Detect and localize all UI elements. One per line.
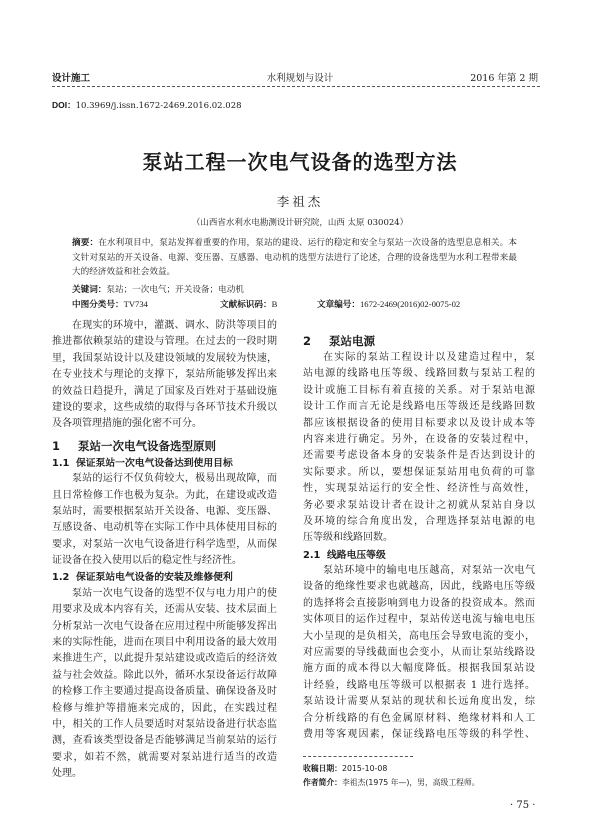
heading-text: 线路电压等级 [327,549,386,561]
clc-label: 中图分类号： [72,300,124,310]
paragraph-line: 在实际的泵站工程设计以及建造过程中，泵 [323,352,535,363]
author-name: 李祖杰 [276,194,324,209]
bio-label: 作者简介： [303,778,342,787]
paragraph-line: 及环境的综合角度出发，合理选择泵站电源的电 [303,515,535,527]
paragraph-line: 施方面的成本得以大幅度降低。根据我国泵站设 [303,663,535,675]
paragraph-line: 且日常检修工作也极为复杂。为此，在建设或改造 [52,489,277,501]
subsection-heading [52,569,277,585]
keywords [72,283,244,295]
paragraph-line: 检修与维护等措施来完成的，因此，在实践过程 [52,702,277,714]
paragraph-line: 泵站时，需要根据泵站开关设备、电源、变压器、 [52,505,277,517]
doc-code-value: B [271,299,278,309]
abstract-label: 摘要： [72,238,99,248]
header-divider [52,86,540,87]
paragraph-line: 里，我国泵站设计以及建设领域的发展较为快速， [52,352,277,364]
subsection-heading [52,455,277,471]
paragraph-line: 大小呈现的是负相关，高电压会导致电流的变小， [303,630,535,642]
paragraph-line: 站电源的线路电压等级、线路回数与泵站工程的 [303,368,535,380]
abstract [72,236,517,280]
paragraph-line: 来推进生产，以此提升泵站建设或改造后的经济效 [52,653,277,665]
paragraph-line: 对应需要的导线截面也会变小，从而让泵站线路设 [303,647,535,659]
paragraph-line: 用要求及成本内容有关，还需从安装、技术层面上 [52,604,277,616]
paragraph-line: 设计工作而言无论是线路电压等级还是线路回数 [303,401,535,413]
paragraph-line: 分析泵站一次电气设备在应用过程中所能够发挥出 [52,620,277,632]
article-number-label: 文章编号： [317,300,360,310]
paragraph-line: 内容来进行确定。另外，在设备的安装过程中， [303,433,535,445]
doi [52,99,242,111]
paragraph-line: 压等级和线路回数。 [303,532,393,544]
paragraph-line: 泵站环境中的输电电压越高，对泵站一次电气 [323,565,535,577]
page-number: · 75 · [510,800,536,811]
body-column-right [303,328,535,743]
paragraph-line: 及各项管理措施的强化密不可分。 [52,418,202,430]
paragraph-line: 泵站一次电气设备的选型不仅与电力用户的使 [72,587,277,599]
paragraph-line: 推进都依赖泵站的建设与管理。在过去的一段时期 [52,336,277,348]
author-affiliation: （山西省水利水电勘测设计研究院，山西 太原 030024） [191,218,409,228]
heading-text: 泵站电源 [329,334,375,348]
keywords-value: 泵站；一次电气；开关设备；电动机 [106,285,244,295]
paragraph-line: 要求，如若不然，就需要对泵站进行适当的改造 [52,751,277,763]
paragraph-line: 中，相关的工作人员要适时对泵站设备进行状态监 [52,718,277,730]
heading-number: 1.2 [52,572,70,584]
heading-number: 1 [52,438,61,453]
paragraph-line: 实际要求。所以，要想保证泵站用电负荷的可靠 [303,466,535,478]
paragraph-line: 的效益日趋提升，满足了国家及百姓对于基础设施 [52,385,277,397]
paragraph-line: 还需要考虑设备本身的安装条件是否达到设计的 [303,450,535,462]
paragraph-line: 计经验，线路电压等级可以根据表 1 进行选择。 [303,679,535,691]
paragraph-line: 证设备在投入使用以后的稳定性与经济性。 [52,555,242,567]
paragraph-line: 测，查看该类型设备是否能够满足当前泵站的运行 [52,735,277,747]
paragraph-line: 性，实现泵站运行的安全性、经济性与高效性， [303,483,535,495]
clc-value: TV734 [123,299,148,309]
received-date: 2015-10-08 [341,764,388,773]
paragraph-line: 处理。 [52,768,82,780]
running-header-section: 设计施工 [52,73,91,84]
abstract-text: 在水利项目中，泵站发挥着重要的作用，泵站的建设、运行的稳定和安全与泵站一次设备的选型息息相关。本文针对泵站的开关设备、电源、变压器、互感器、电动机的选型方法进行了论述，合理的设备选型为水利工程带来最大的经济效益和社会效益。 [72,238,517,277]
paragraph-line: 在专业技术与理论的支撑下，泵站所能够发挥出来 [52,369,277,381]
running-header-journal: 水利规划与设计 [266,73,334,84]
section-heading [303,328,535,350]
body-column-left [52,318,277,783]
paragraph-line: 建设的要求，这些成绩的取得与各环节技术升级以 [52,401,277,413]
paragraph-line: 务必要求泵站设计者在设计之初就从泵站自身以 [303,499,535,511]
paper-title: 泵站工程一次电气设备的选型方法 [142,150,458,174]
subsection-heading [303,547,535,563]
paragraph-line: 都应该根据设备的使用目标要求以及设计成本等 [303,417,535,429]
footnote-divider [303,756,413,757]
heading-number: 2.1 [303,549,321,561]
paragraph-line: 泵站的运行不仅负荷较大，极易出现故障，而 [72,473,277,485]
footnote-author-bio [303,777,480,788]
keywords-label: 关键词： [72,285,107,295]
paragraph-line: 泵站设计需要从泵站的现状和长远角度出发，综 [303,696,535,708]
article-number-value: 1672-2469(2016)02-0075-02 [359,299,461,309]
classification-row [72,298,517,310]
heading-text: 泵站一次电气设备选型原则 [78,438,216,453]
paragraph-line: 合分析线路的有色金属原材料、绝缘材料和人工 [303,712,535,724]
section-heading [52,433,277,455]
bio-text: 李祖杰(1975 年—)，男，高级工程师。 [341,778,480,787]
heading-text: 保证泵站电气设备的安装及维修便利 [76,572,233,584]
footnote-received [303,763,387,774]
doc-code-label: 文献标识码： [220,300,272,310]
paragraph-line: 设计或施工目标有着直接的关系。对于泵站电源 [303,384,535,396]
paragraph-line: 费用等客观因素，保证线路电压等级的科学性、 [303,728,535,740]
heading-number: 2 [303,334,312,348]
paragraph-line: 要求，对泵站一次电气设备进行科学选型，从而保 [52,538,277,550]
heading-text: 保证泵站一次电气设备达到使用目标 [76,457,233,469]
paragraph-line: 设备的绝缘性要求也就越高，因此，线路电压等级 [303,581,535,593]
paragraph-line: 的检修工作主要通过提高设备质量、确保设备及时 [52,686,277,698]
received-label: 收稿日期： [303,764,342,773]
paragraph-line: 互感设备、电动机等在实际工作中具体使用目标的 [52,522,277,534]
paragraph-line: 实体项目的运作过程中，泵站传送电流与输电电压 [303,614,535,626]
doi-label: DOI： [52,100,76,110]
paragraph-line: 在现实的环境中，灌溉、调水、防洪等项目的 [72,320,277,331]
paragraph-line: 益与社会效益。除此以外，循环水泵设备运行故障 [52,669,277,681]
paragraph-line: 来的实际性能，进而在项目中利用设备的最大效用 [52,637,277,649]
paragraph-line: 的选择将会直接影响到电力设备的投资成本。然而 [303,597,535,609]
doi-value: 10.3969/j.issn.1672-2469.2016.02.028 [75,101,242,111]
heading-number: 1.1 [52,457,70,469]
running-header-issue: 2016 年第 2 期 [470,73,538,84]
